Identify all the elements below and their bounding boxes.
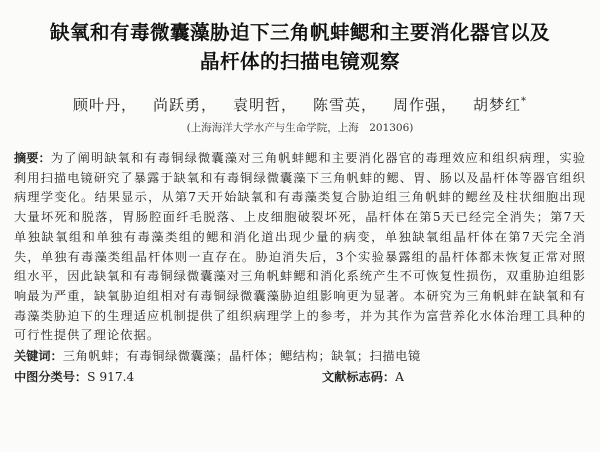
author-name: 胡梦红 [473,96,522,114]
author-name: 陈雪英， [313,96,378,114]
classification-value: S 917.4 [87,370,135,385]
keywords-text: 三角帆蚌；有毒铜绿微囊藻；晶杆体；鳃结构；缺氧；扫描电镜 [62,349,421,364]
author-name: 尚跃勇， [152,96,217,114]
title-line-1: 缺氧和有毒微囊藻胁迫下三角帆蚌鳃和主要消化器官以及 [49,21,550,44]
document-code-label: 文献标志码： [322,370,396,385]
affiliation: (上海海洋大学水产与生命学院，上海 201306) [186,122,414,134]
corresponding-author-mark: * [521,96,528,107]
paper-title [14,0,586,76]
title-line-2: 晶杆体的扫描电镜观察 [199,50,400,73]
classification-label: 中图分类号： [14,370,88,385]
abstract [14,149,586,346]
document-code [322,368,404,386]
keywords [14,347,586,366]
author-list [14,92,586,115]
abstract-label: 摘要： [14,151,51,165]
abstract-text: 为了阐明缺氧和有毒铜绿微囊藻对三角帆蚌鳃和主要消化器官的毒理效应和组织病理，实验利用扫描电镜研究了暴露于缺氧和有毒铜绿微囊藻下三角帆蚌的鳃、胃、肠以及晶杆体等器官组织病理学变化。结果显示，从第7天开始缺氧和有毒藻类复合胁迫组三角帆蚌的鳃丝及柱状细胞出现大量坏死和脱落，胃肠腔面纤毛脱落、上皮细胞破裂坏死，晶杆体在第5天已经完全消失；第7天单独缺氧组和单独有毒藻类组的鳃和消化道出现少量的病变，单独缺氧组晶杆体在第7天完全消失，单独有毒藻类组晶杆体则一直存在。胁迫消失后，3个实验暴露组的晶杆体都未恢复正常对照组水平，因此缺氧和有毒铜绿微囊藻对三角帆蚌鳃和消化系统产生不可恢复性损伤，双重胁迫组影响最为严重，缺氧胁迫组相对有毒铜绿微囊藻胁迫组影响更为显著。本研究为三角帆蚌在缺氧和有毒藻类胁迫下的生理适应机制提供了组织病理学上的参考，并为其作为富营养化水体治理工具种的可行性提供了理论依据。 [14,151,586,343]
document-code-value: A [395,370,404,385]
author-name: 周作强， [393,96,458,114]
classification-line [14,368,586,386]
author-name: 顾叶丹， [72,96,137,114]
keywords-label: 关键词： [14,349,63,364]
classification-number [14,370,134,384]
author-name: 袁明哲， [232,96,297,114]
